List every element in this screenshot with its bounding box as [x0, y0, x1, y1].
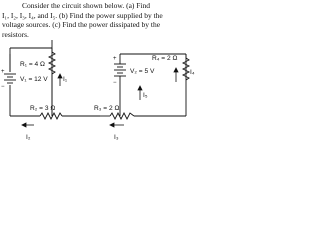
- v1-plus-sign: +: [1, 69, 5, 75]
- problem-line-1: Consider the circuit shown below. (a) Find: [22, 1, 151, 10]
- v1-label: V₁ = 12 V: [20, 76, 48, 83]
- battery-v1: [4, 74, 16, 83]
- problem-line-4: resistors.: [2, 29, 29, 39]
- i4-label: I₄: [190, 69, 195, 76]
- resistor-r2: [40, 113, 62, 119]
- r4-label: R₄ = 2 Ω: [152, 55, 178, 62]
- problem-line-2: I₁, I₂, I₃, I₄, and I₅. (b) Find the power supplied by the: [2, 10, 163, 20]
- v1-minus-sign: −: [1, 84, 5, 90]
- i1-label: I₁: [63, 76, 68, 83]
- v2-plus-sign: +: [113, 56, 117, 62]
- i3-label: I₃: [114, 134, 119, 141]
- r2-label: R₂ = 3 Ω: [30, 105, 56, 112]
- circuit-diagram: [0, 0, 200, 154]
- i5-label: I₅: [143, 92, 148, 99]
- v2-label: V₂ = 5 V: [130, 68, 155, 75]
- v2-minus-sign: −: [113, 80, 117, 86]
- battery-v2: [114, 64, 126, 76]
- resistor-r3: [110, 113, 134, 119]
- i1-arrow: [58, 74, 62, 86]
- problem-line-3: voltage sources. (c) Find the power dissipated by the: [2, 20, 161, 30]
- i2-arrow: [22, 123, 34, 127]
- r1-label: R₁ = 4 Ω: [20, 61, 45, 68]
- i4-arrow: [174, 68, 178, 82]
- r3-label: R₃ = 2 Ω: [94, 105, 120, 112]
- i3-arrow: [110, 123, 124, 127]
- i5-arrow: [138, 86, 142, 100]
- i2-label: I₂: [26, 134, 31, 141]
